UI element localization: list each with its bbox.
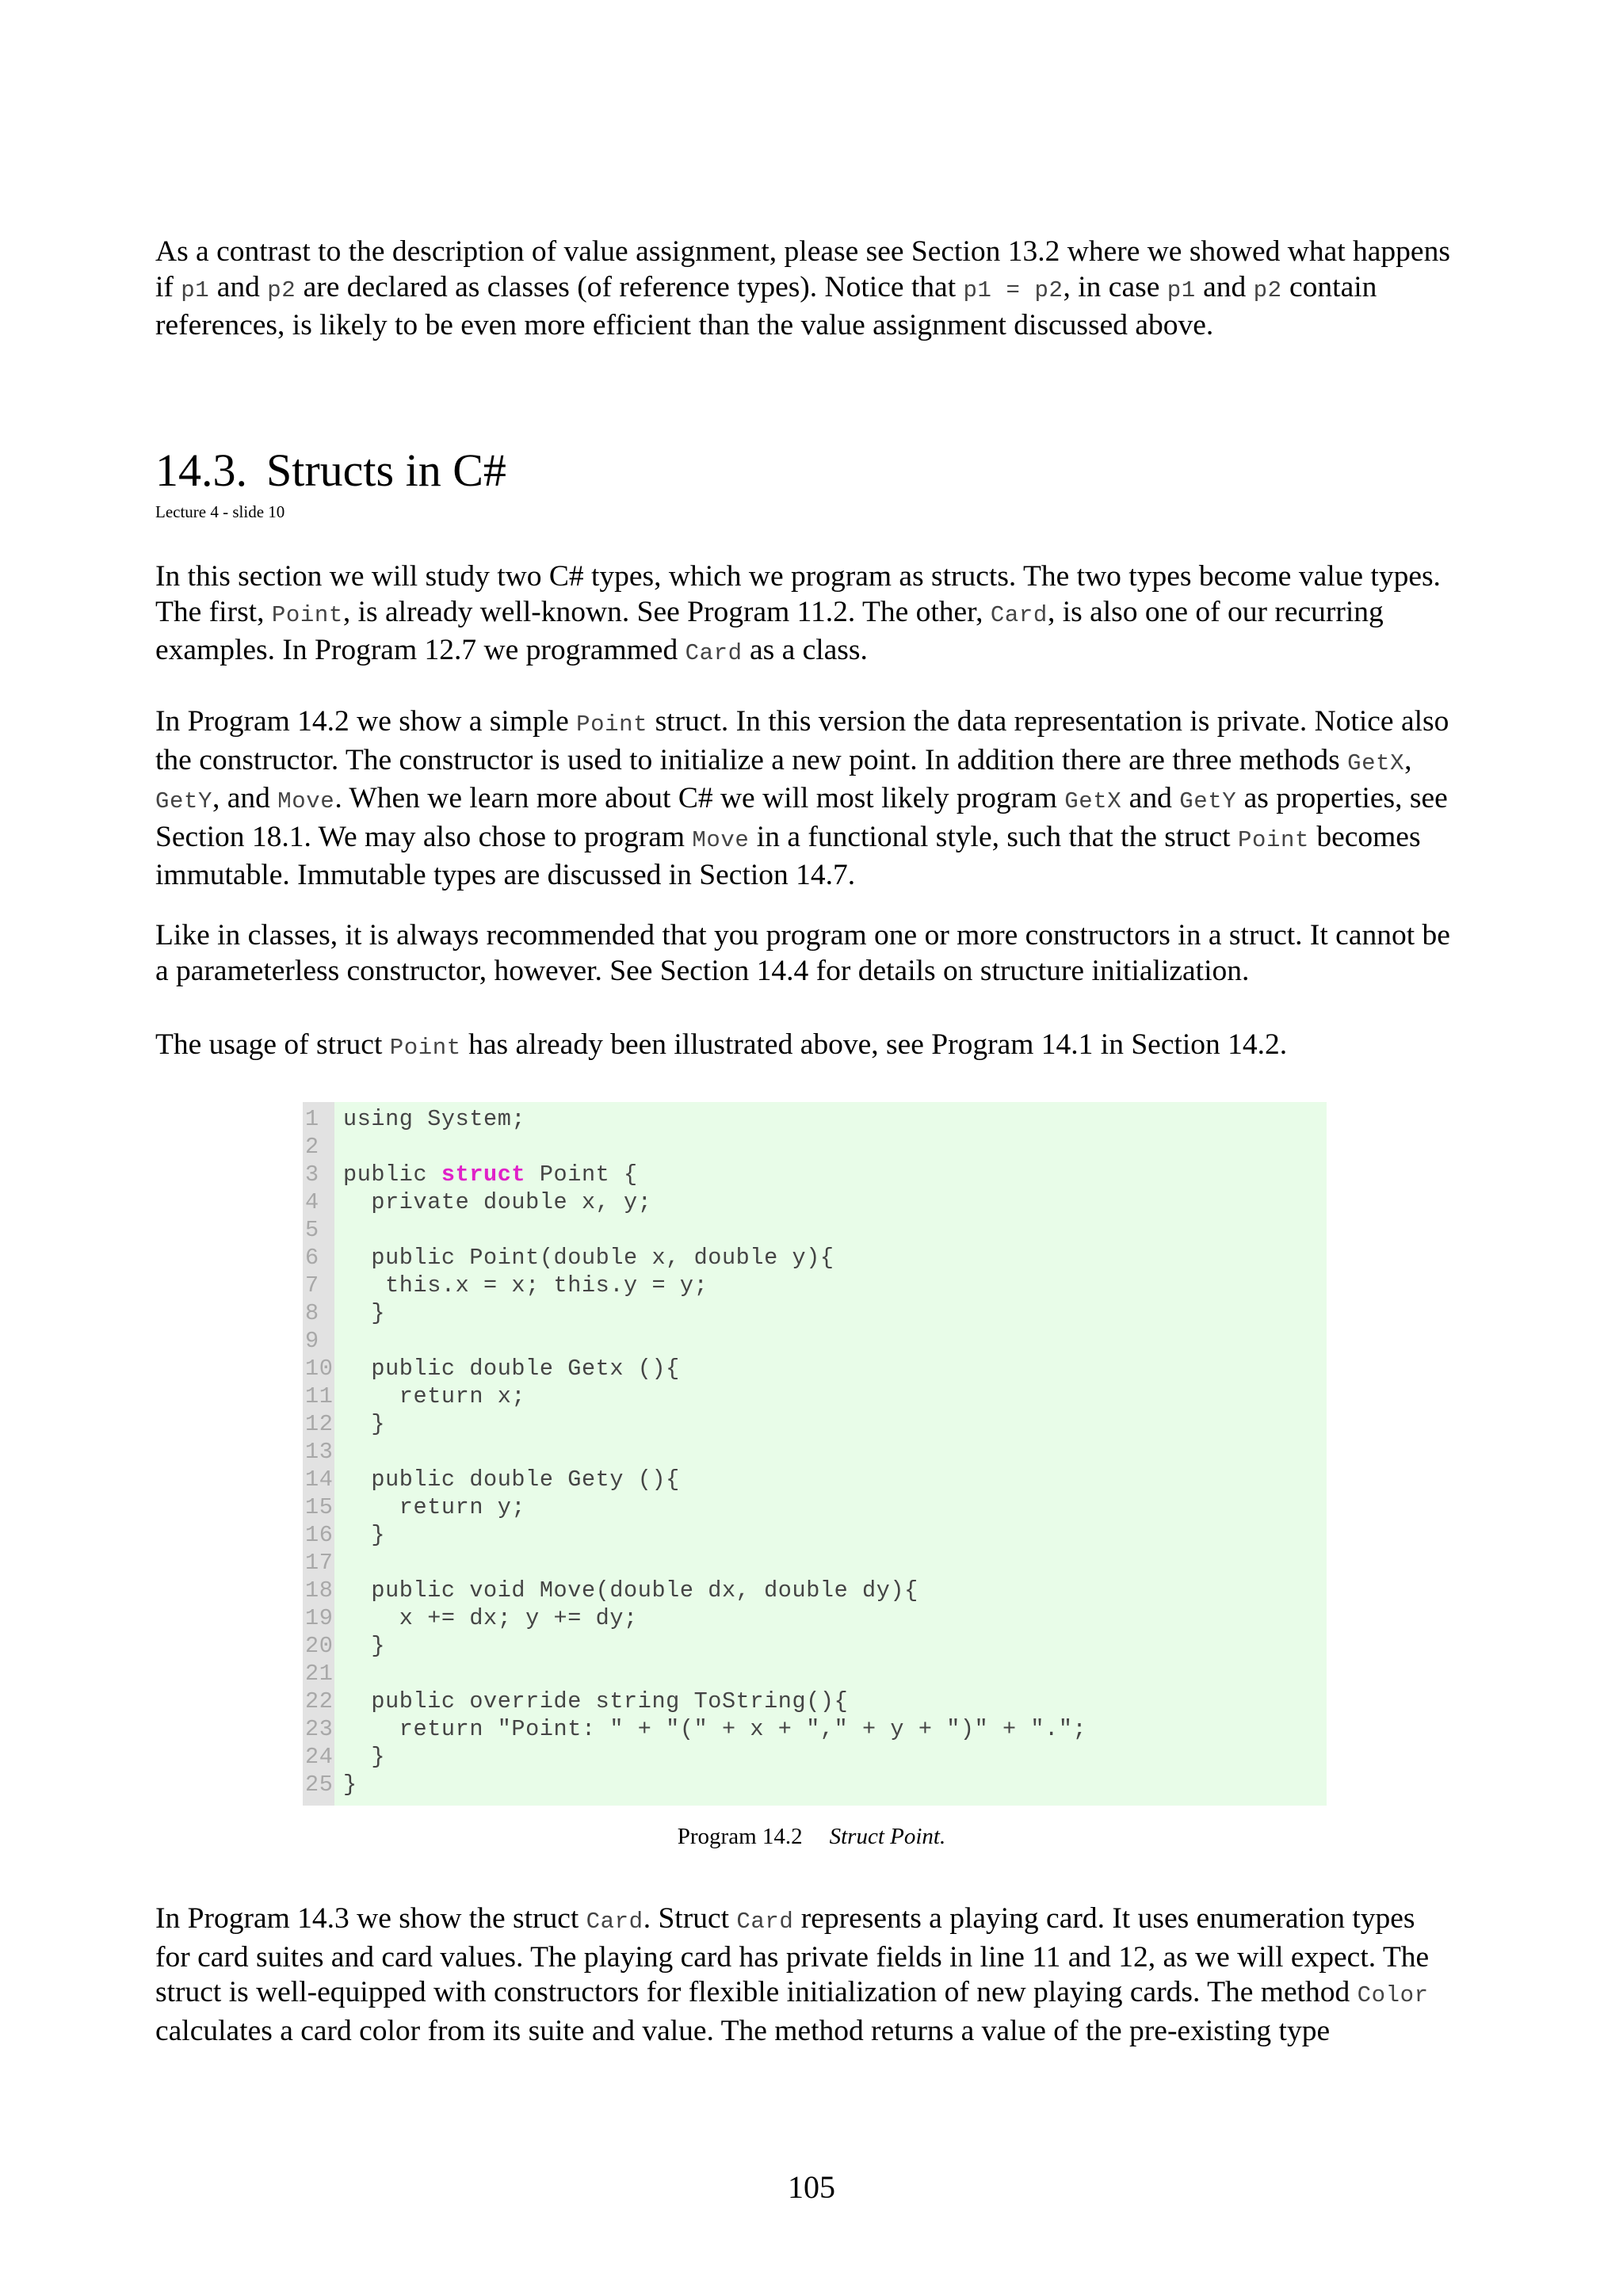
text-line: a parameterless constructor, however. See Section 14.4 for details on structure initialization. (155, 954, 1250, 987)
code-ref: Move (277, 788, 335, 814)
section-heading (155, 445, 506, 496)
line-number: 25 (305, 1772, 334, 1798)
paragraph-constructors (155, 918, 1487, 989)
code-text: public double Getx (){ (343, 1356, 680, 1382)
line-number: 20 (305, 1633, 334, 1659)
code-ref: GetY (155, 788, 213, 814)
paragraph-point-struct (155, 704, 1487, 894)
text-line: Like in classes, it is always recommended that you program one or more constructors in a struct. It cannot be (155, 919, 1450, 952)
code-ref: GetY (1179, 788, 1237, 814)
text-line: immutable. Immutable types are discussed in Section 14.7. (155, 859, 856, 891)
line-number: 2 (305, 1134, 319, 1160)
code-text: public struct Point { (343, 1161, 638, 1188)
code-text: public override string ToString(){ (343, 1688, 849, 1714)
line-number: 22 (305, 1688, 334, 1714)
line-number: 19 (305, 1605, 334, 1631)
paragraph-structs-intro (155, 559, 1487, 672)
line-number: 11 (305, 1383, 334, 1409)
paragraph-card-struct (155, 1901, 1487, 2049)
text-line: for card suites and card values. The playing card has private fields in line 11 and 12, as we will expect. The (155, 1940, 1430, 1974)
code-text: } (343, 1300, 386, 1326)
code-ref: Color (1357, 1982, 1429, 2008)
code-text: } (343, 1633, 386, 1659)
code-ref: p1 = p2 (963, 277, 1064, 303)
line-number: 1 (305, 1106, 319, 1132)
text-line: if p1 and p2 are declared as classes (of reference types). Notice that p1 = p2, in case p1 and p2 contain (155, 270, 1377, 303)
code-text: return "Point: " + "(" + x + "," + y + ")" + "."; (343, 1716, 1087, 1742)
code-text: public void Move(double dx, double dy){ (343, 1577, 918, 1604)
page-number: 105 (788, 2169, 835, 2205)
text-line: In Program 14.3 we show the struct Card. Struct Card represents a playing card. It uses enumeration types (155, 1902, 1415, 1935)
code-ref: Point (271, 601, 343, 628)
line-number: 18 (305, 1577, 334, 1604)
code-ref: Move (692, 826, 750, 853)
line-number: 14 (305, 1466, 334, 1493)
struct-keyword: struct (441, 1161, 526, 1188)
code-ref: GetX (1064, 788, 1122, 814)
text-line: struct is well-equipped with constructors for flexible initialization of new playing cards. The method Color (155, 1976, 1429, 2008)
code-ref: Card (736, 1909, 794, 1935)
code-ref: Point (1237, 826, 1309, 853)
code-ref: Card (685, 640, 743, 666)
line-number: 13 (305, 1439, 334, 1465)
text-line: In Program 14.2 we show a simple Point struct. In this version the data representation is private. Notice also (155, 705, 1449, 738)
line-number: 4 (305, 1189, 319, 1215)
code-ref: p2 (267, 277, 296, 303)
line-number: 15 (305, 1494, 334, 1520)
line-number: 16 (305, 1522, 334, 1548)
line-number: 23 (305, 1716, 334, 1742)
line-number: 10 (305, 1356, 334, 1382)
code-text: return x; (343, 1383, 526, 1409)
code-text: using System; (343, 1106, 526, 1132)
program-listing (303, 1102, 1327, 1806)
code-ref: p1 (1167, 277, 1196, 303)
line-number: 9 (305, 1328, 319, 1354)
code-ref: Point (576, 711, 648, 738)
caption-title: Struct Point. (829, 1824, 946, 1849)
section-title: Structs in C# (266, 444, 506, 496)
text-line: the constructor. The constructor is used to initialize a new point. In addition there are three methods GetX, (155, 743, 1412, 776)
line-number: 5 (305, 1217, 319, 1243)
caption-label: Program 14.2 (677, 1824, 803, 1849)
text-line: references, is likely to be even more efficient than the value assignment discussed above. (155, 309, 1214, 341)
code-text: x += dx; y += dy; (343, 1605, 638, 1631)
line-number: 17 (305, 1550, 334, 1576)
intro-paragraph (155, 235, 1487, 344)
code-text: public Point(double x, double y){ (343, 1245, 834, 1271)
code-ref: Card (990, 601, 1048, 628)
line-number: 24 (305, 1744, 334, 1770)
code-text: this.x = x; this.y = y; (343, 1272, 708, 1299)
section-number: 14.3. (155, 444, 247, 496)
text-line: examples. In Program 12.7 we programmed Card as a class. (155, 634, 868, 666)
line-number: 12 (305, 1411, 334, 1437)
code-text: return y; (343, 1494, 526, 1520)
line-number: 8 (305, 1300, 319, 1326)
code-text: } (343, 1744, 386, 1770)
line-number: 21 (305, 1661, 334, 1687)
code-ref: Point (389, 1035, 461, 1061)
code-text: } (343, 1522, 386, 1548)
text-line: As a contrast to the description of value assignment, please see Section 13.2 where we showed what happens (155, 235, 1450, 268)
code-text: } (343, 1772, 357, 1798)
code-ref: p1 (181, 277, 210, 303)
line-number: 6 (305, 1245, 319, 1271)
code-ref: p2 (1253, 277, 1282, 303)
text-line: In this section we will study two C# types, which we program as structs. The two types become value types. (155, 560, 1441, 593)
text-line: GetY, and Move. When we learn more about C# we will most likely program GetX and GetY as properties, see (155, 782, 1448, 814)
text-line: Section 18.1. We may also chose to program Move in a functional style, such that the struct Point becomes (155, 820, 1421, 853)
text-line: The usage of struct Point has already been illustrated above, see Program 14.1 in Section 14.2. (155, 1028, 1288, 1061)
line-number: 3 (305, 1161, 319, 1188)
code-text: public double Gety (){ (343, 1466, 680, 1493)
program-caption (0, 1822, 1623, 1851)
code-ref: Card (586, 1909, 643, 1935)
code-text: private double x, y; (343, 1189, 652, 1215)
code-text: } (343, 1411, 386, 1437)
code-ref: GetX (1347, 749, 1405, 776)
slide-reference: Lecture 4 - slide 10 (155, 502, 285, 521)
text-line: calculates a card color from its suite and value. The method returns a value of the pre-existing type (155, 2014, 1331, 2047)
text-line: The first, Point, is already well-known. See Program 11.2. The other, Card, is also one of our recurring (155, 595, 1384, 628)
line-number: 7 (305, 1272, 319, 1299)
paragraph-usage (155, 1028, 1487, 1066)
